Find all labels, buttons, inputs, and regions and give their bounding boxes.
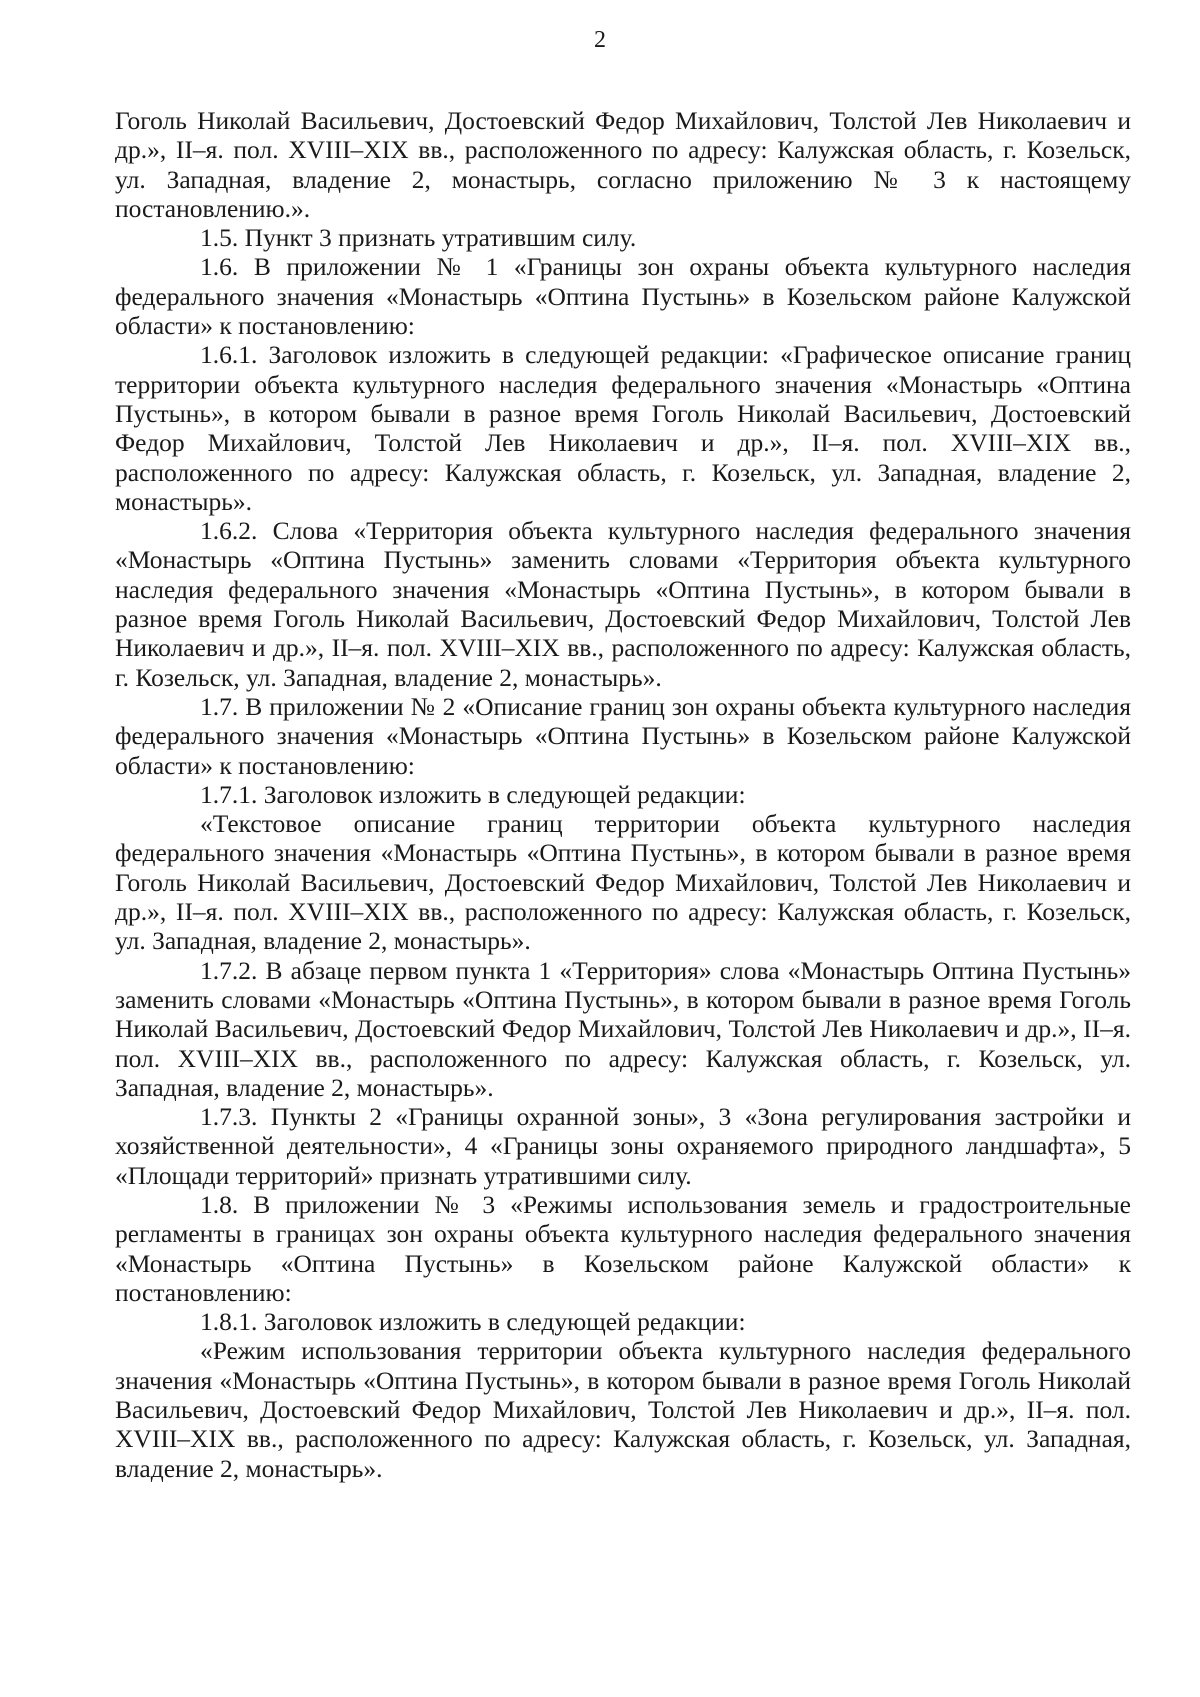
paragraph-1-6: 1.6. В приложении № 1 «Границы зон охраны объекта культурного наследия федерального значения «Монастырь «Оптина Пустынь» в Козельском районе Калужской области» к постановлению: — [115, 252, 1131, 341]
paragraph-1-6-2: 1.6.2. Слова «Территория объекта культурного наследия федерального значения «Монастырь «Оптина Пустынь» заменить словами «Территория объекта культурного наследия федерального значения «Монастырь «Оптина Пустынь», в котором бывали в разное время Гоголь Николай Васильевич, Достоевский Федор Михайлович, Толстой Лев Николаевич и др.», II–я. пол. XVIII–XIX вв., расположенного по адресу: Калужская область, г. Козельск, ул. Западная, владение 2, монастырь». — [115, 516, 1131, 692]
page-number: 2 — [594, 27, 606, 53]
paragraph-1-8-1: 1.8.1. Заголовок изложить в следующей редакции: — [200, 1307, 746, 1337]
paragraph-1-8-1-quote: «Режим использования территории объекта культурного наследия федерального значения «Монастырь «Оптина Пустынь», в котором бывали в разное время Гоголь Николай Васильевич, Достоевский Федор Михайлович, Толстой Лев Николаевич и др.», II–я. пол. XVIII–XIX вв., расположенного по адресу: Калужская область, г. Козельск, ул. Западная, владение 2, монастырь». — [115, 1336, 1131, 1483]
paragraph-1-7-3: 1.7.3. Пункты 2 «Границы охранной зоны», 3 «Зона регулирования застройки и хозяйственной деятельности», 4 «Границы зоны охраняемого природного ландшафта», 5 «Площади территорий» признать утратившими силу. — [115, 1102, 1131, 1190]
paragraph-1-8: 1.8. В приложении № 3 «Режимы использования земель и градостроительные регламенты в границах зон охраны объекта культурного наследия федерального значения «Монастырь «Оптина Пустынь» в Козельском районе Калужской области» к постановлению: — [115, 1189, 1131, 1307]
paragraph-1-6-1: 1.6.1. Заголовок изложить в следующей редакции: «Графическое описание границ территории объекта культурного наследия федерального значения «Монастырь «Оптина Пустынь», в котором бывали в разное время Гоголь Николай Васильевич, Достоевский Федор Михайлович, Толстой Лев Николаевич и др.», II–я. пол. XVIII–XIX вв., расположенного по адресу: Калужская область, г. Козельск, ул. Западная, владение 2, монастырь». — [115, 340, 1131, 516]
paragraph-1-7: 1.7. В приложении № 2 «Описание границ зон охраны объекта культурного наследия федерального значения «Монастырь «Оптина Пустынь» в Козельском районе Калужской области» к постановлению: — [115, 691, 1131, 780]
paragraph-1-5: 1.5. Пункт 3 признать утратившим силу. — [200, 223, 637, 253]
paragraph-1-7-2: 1.7.2. В абзаце первом пункта 1 «Территория» слова «Монастырь Оптина Пустынь» заменить словами «Монастырь «Оптина Пустынь», в котором бывали в разное время Гоголь Николай Васильевич, Достоевский Федор Михайлович, Толстой Лев Николаевич и др.», II–я. пол. XVIII–XIX вв., расположенного по адресу: Калужская область, г. Козельск, ул. Западная, владение 2, монастырь». — [115, 955, 1131, 1102]
paragraph-1-7-1-quote: «Текстовое описание границ территории объекта культурного наследия федерального значения «Монастырь «Оптина Пустынь», в котором бывали в разное время Гоголь Николай Васильевич, Достоевский Федор Михайлович, Толстой Лев Николаевич и др.», II–я. пол. XVIII–XIX вв., расположенного по адресу: Калужская область, г. Козельск, ул. Западная, владение 2, монастырь». — [115, 809, 1131, 956]
paragraph-1-7-1: 1.7.1. Заголовок изложить в следующей редакции: — [200, 779, 746, 809]
paragraph-continuation: Гоголь Николай Васильевич, Достоевский Федор Михайлович, Толстой Лев Николаевич и др.», II–я. пол. XVIII–XIX вв., расположенного по адресу: Калужская область, г. Козельск, ул. Западная, владение 2, монастырь, согласно приложению № 3 к настоящему постановлению.». — [115, 106, 1131, 223]
document-body — [115, 106, 1131, 1483]
